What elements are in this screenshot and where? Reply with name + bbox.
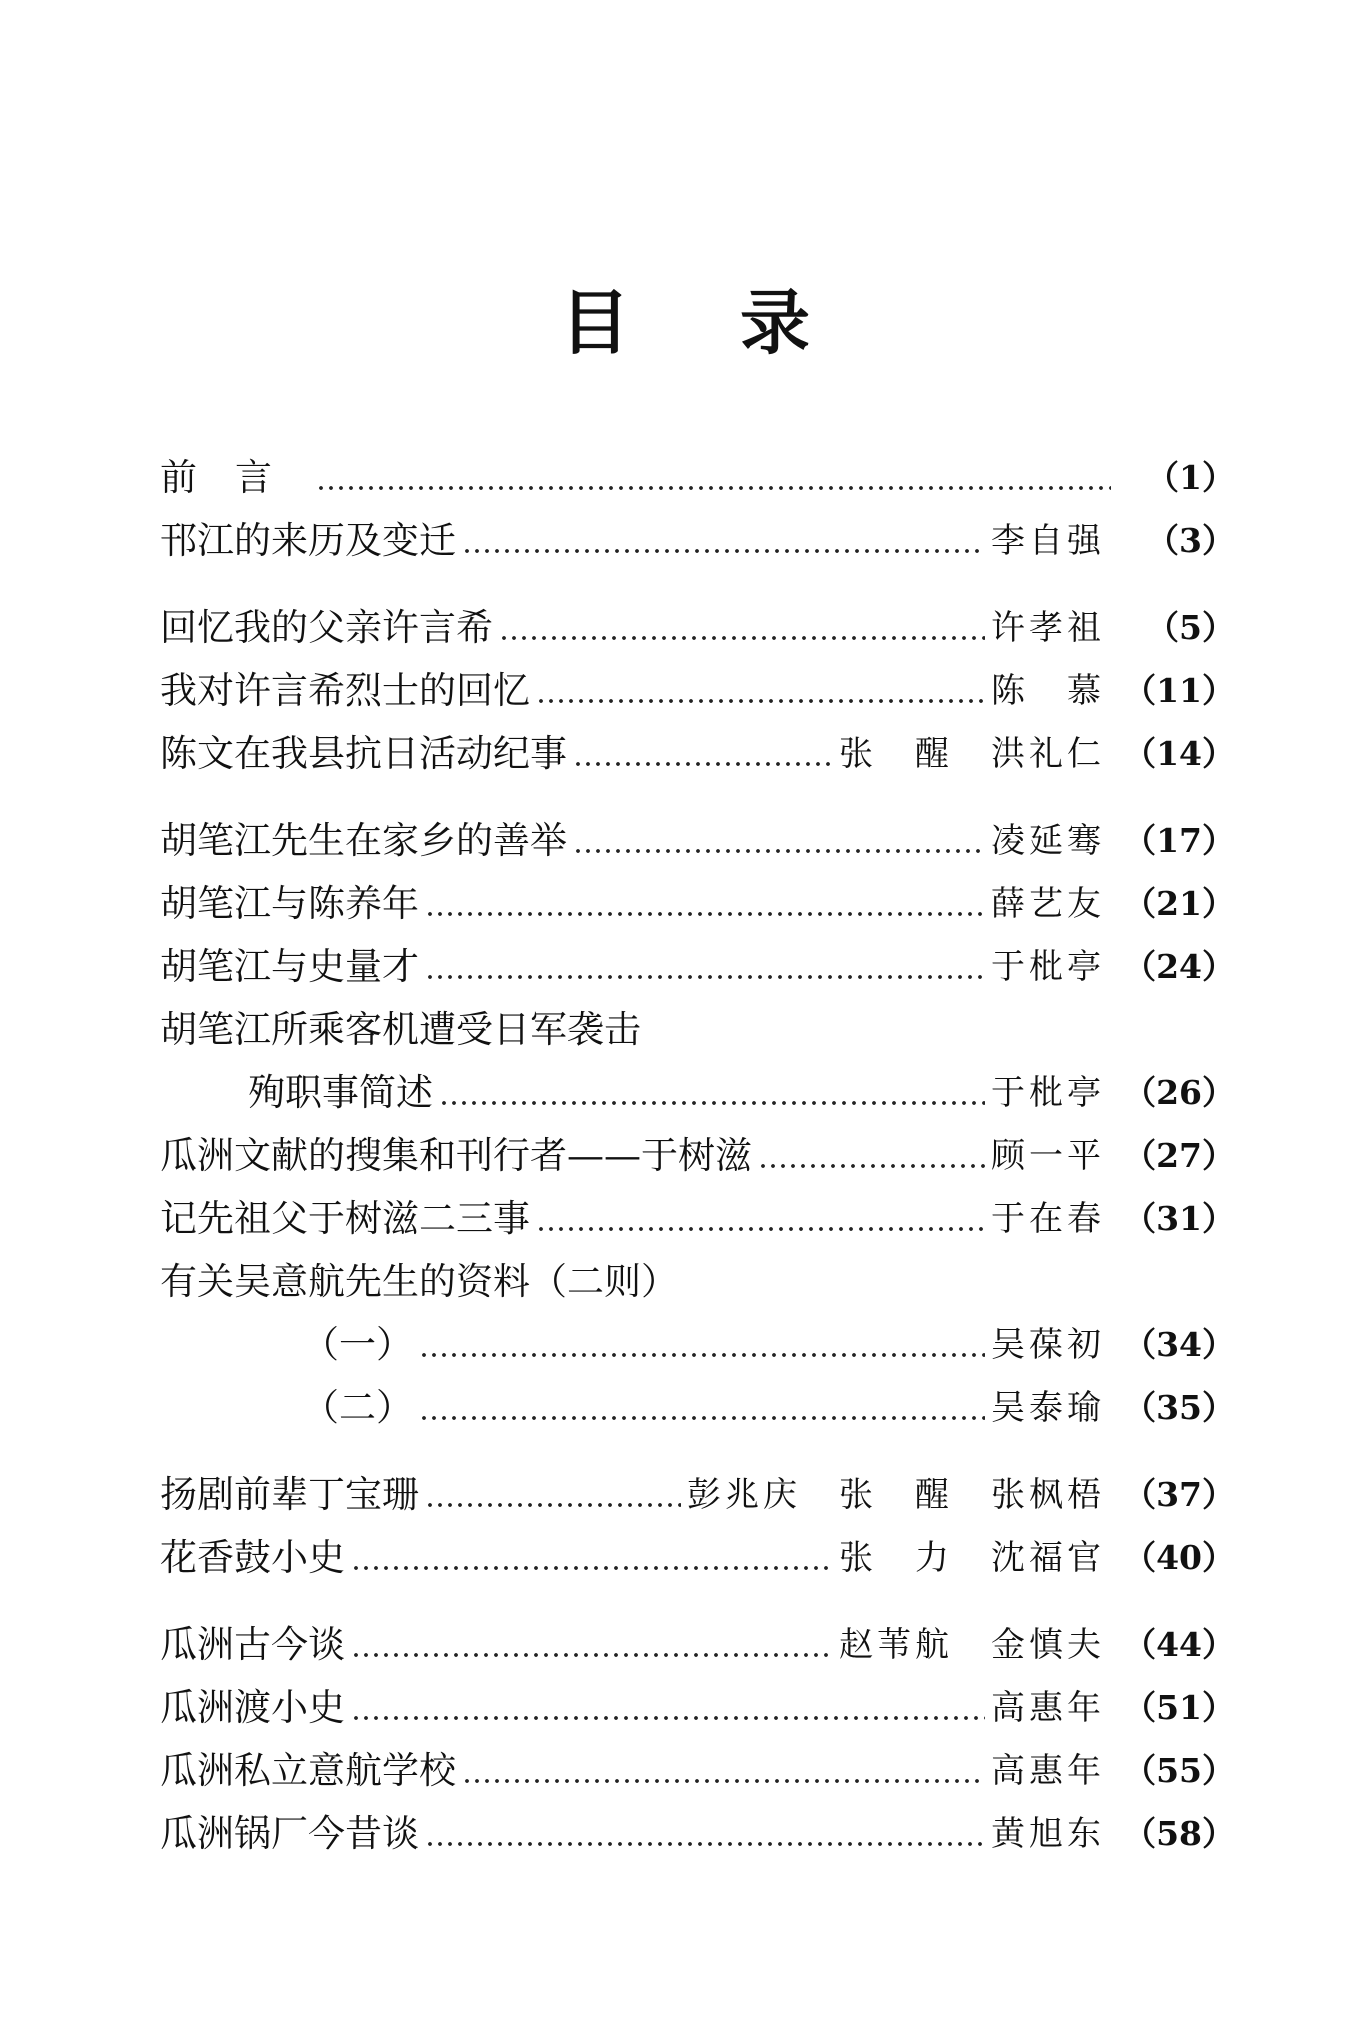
toc-entry-title: （一）	[302, 1323, 413, 1366]
toc-entry-title: 有关吴意航先生的资料（二则）	[160, 1260, 678, 1303]
dot-leader	[439, 1065, 985, 1121]
toc-entry-author: 吴葆初	[991, 1325, 1105, 1365]
toc-entry-title: 前言	[160, 456, 310, 499]
toc-entry-page: （55）	[1123, 1751, 1235, 1790]
toc-entry-author: 于枇亭	[991, 1073, 1105, 1113]
toc-entry-page: （37）	[1123, 1475, 1235, 1514]
page-title: 目录	[560, 281, 920, 364]
dot-leader	[573, 813, 985, 869]
dot-leader	[316, 450, 1111, 506]
toc-entry-page: （27）	[1123, 1136, 1235, 1175]
toc-entry[interactable]	[160, 1317, 1235, 1373]
dot-leader	[425, 1806, 985, 1862]
toc-entry-page: （26）	[1123, 1073, 1235, 1112]
dot-leader	[351, 1530, 833, 1586]
toc-entry-author: 彭兆庆 张 醒 张枫梧	[687, 1475, 1105, 1515]
dot-leader	[536, 1191, 985, 1247]
dot-leader	[758, 1128, 985, 1184]
dot-leader	[425, 939, 985, 995]
toc-entry-page: （58）	[1123, 1814, 1235, 1853]
dot-leader	[462, 513, 985, 569]
toc-entry-title: 邗江的来历及变迁	[160, 519, 456, 562]
toc-entry[interactable]	[160, 1065, 1235, 1121]
toc-entry-title: 记先祖父于树滋二三事	[160, 1197, 530, 1240]
toc-entry-author: 于在春	[991, 1199, 1105, 1239]
toc-entry[interactable]	[160, 513, 1235, 569]
toc-entry[interactable]	[160, 813, 1235, 869]
toc-entry-author: 高惠年	[991, 1688, 1105, 1728]
toc-entry[interactable]	[160, 1467, 1235, 1523]
toc-entry-author: 黄旭东	[991, 1814, 1105, 1854]
toc-entry-title: 瓜洲文献的搜集和刊行者——于树滋	[160, 1134, 752, 1177]
dot-leader	[425, 1467, 681, 1523]
toc-entry-author: 许孝祖	[991, 608, 1105, 648]
toc-entry[interactable]	[160, 1530, 1235, 1586]
table-of-contents	[160, 0, 1235, 2027]
toc-entry-page: （3）	[1146, 521, 1235, 560]
toc-entry-author: 薛艺友	[991, 884, 1105, 924]
toc-entry-title: 瓜洲渡小史	[160, 1686, 345, 1729]
toc-entry-author: 吴泰瑜	[991, 1388, 1105, 1428]
toc-entry[interactable]	[160, 1191, 1235, 1247]
toc-entry[interactable]	[160, 1743, 1235, 1799]
toc-entry-author: 凌延骞	[991, 821, 1105, 861]
toc-entry[interactable]	[160, 600, 1235, 656]
toc-entry-title: 花香鼓小史	[160, 1536, 345, 1579]
dot-leader	[462, 1743, 985, 1799]
dot-leader	[351, 1680, 985, 1736]
dot-leader	[419, 1317, 985, 1373]
toc-entry-page: （11）	[1123, 671, 1235, 710]
toc-entry-author: 顾一平	[991, 1136, 1105, 1176]
toc-entry-page: （21）	[1123, 884, 1235, 923]
toc-entry-title: 瓜洲锅厂今昔谈	[160, 1812, 419, 1855]
dot-leader	[573, 726, 833, 782]
toc-entry-page: （17）	[1123, 821, 1235, 860]
toc-entry-page: （35）	[1123, 1388, 1235, 1427]
toc-entry-author: 李自强	[991, 521, 1105, 561]
toc-entry-author: 于枇亭	[991, 947, 1105, 987]
toc-entry-page: （44）	[1123, 1625, 1235, 1664]
toc-entry[interactable]	[160, 663, 1235, 719]
toc-entry[interactable]	[160, 1680, 1235, 1736]
toc-entry-title: 我对许言希烈士的回忆	[160, 669, 530, 712]
toc-entry-heading[interactable]	[160, 1254, 1235, 1310]
toc-entry-title: 扬剧前辈丁宝珊	[160, 1473, 419, 1516]
toc-entry-page: （1）	[1146, 458, 1235, 497]
dot-leader	[419, 1380, 985, 1436]
toc-entry-page: （24）	[1123, 947, 1235, 986]
dot-leader	[499, 600, 985, 656]
toc-entry-title: 陈文在我县抗日活动纪事	[160, 732, 567, 775]
toc-entry-author: 张 醒 洪礼仁	[839, 734, 1105, 774]
toc-entry-page: （51）	[1123, 1688, 1235, 1727]
toc-entry[interactable]	[160, 939, 1235, 995]
toc-entry-page: （34）	[1123, 1325, 1235, 1364]
toc-entry-title: 胡笔江所乘客机遭受日军袭击	[160, 1008, 641, 1051]
toc-entry-title: （二）	[302, 1386, 413, 1429]
toc-entry-author: 赵苇航 金慎夫	[839, 1625, 1105, 1665]
toc-entry[interactable]	[160, 1806, 1235, 1862]
toc-entry-author: 高惠年	[991, 1751, 1105, 1791]
dot-leader	[536, 663, 985, 719]
toc-entry-title: 殉职事简述	[248, 1071, 433, 1114]
toc-entry-page: （5）	[1146, 608, 1235, 647]
toc-entry[interactable]	[160, 1380, 1235, 1436]
toc-entry-author: 张 力 沈福官	[839, 1538, 1105, 1578]
toc-entry-title: 胡笔江与陈养年	[160, 882, 419, 925]
toc-entry[interactable]	[160, 1617, 1235, 1673]
toc-entry-page: （40）	[1123, 1538, 1235, 1577]
toc-entry-title: 回忆我的父亲许言希	[160, 606, 493, 649]
toc-entry[interactable]	[160, 1128, 1235, 1184]
toc-entry-title: 胡笔江与史量才	[160, 945, 419, 988]
toc-entry[interactable]	[160, 876, 1235, 932]
toc-entry-heading[interactable]	[160, 1002, 1235, 1058]
toc-entry-title: 瓜洲古今谈	[160, 1623, 345, 1666]
toc-entry[interactable]	[160, 450, 1235, 506]
toc-entry-page: （14）	[1123, 734, 1235, 773]
dot-leader	[425, 876, 985, 932]
toc-entry[interactable]	[160, 726, 1235, 782]
toc-entry-author: 陈 慕	[991, 671, 1105, 711]
toc-entry-page: （31）	[1123, 1199, 1235, 1238]
dot-leader	[351, 1617, 833, 1673]
toc-entry-title: 胡笔江先生在家乡的善举	[160, 819, 567, 862]
toc-entry-title: 瓜洲私立意航学校	[160, 1749, 456, 1792]
